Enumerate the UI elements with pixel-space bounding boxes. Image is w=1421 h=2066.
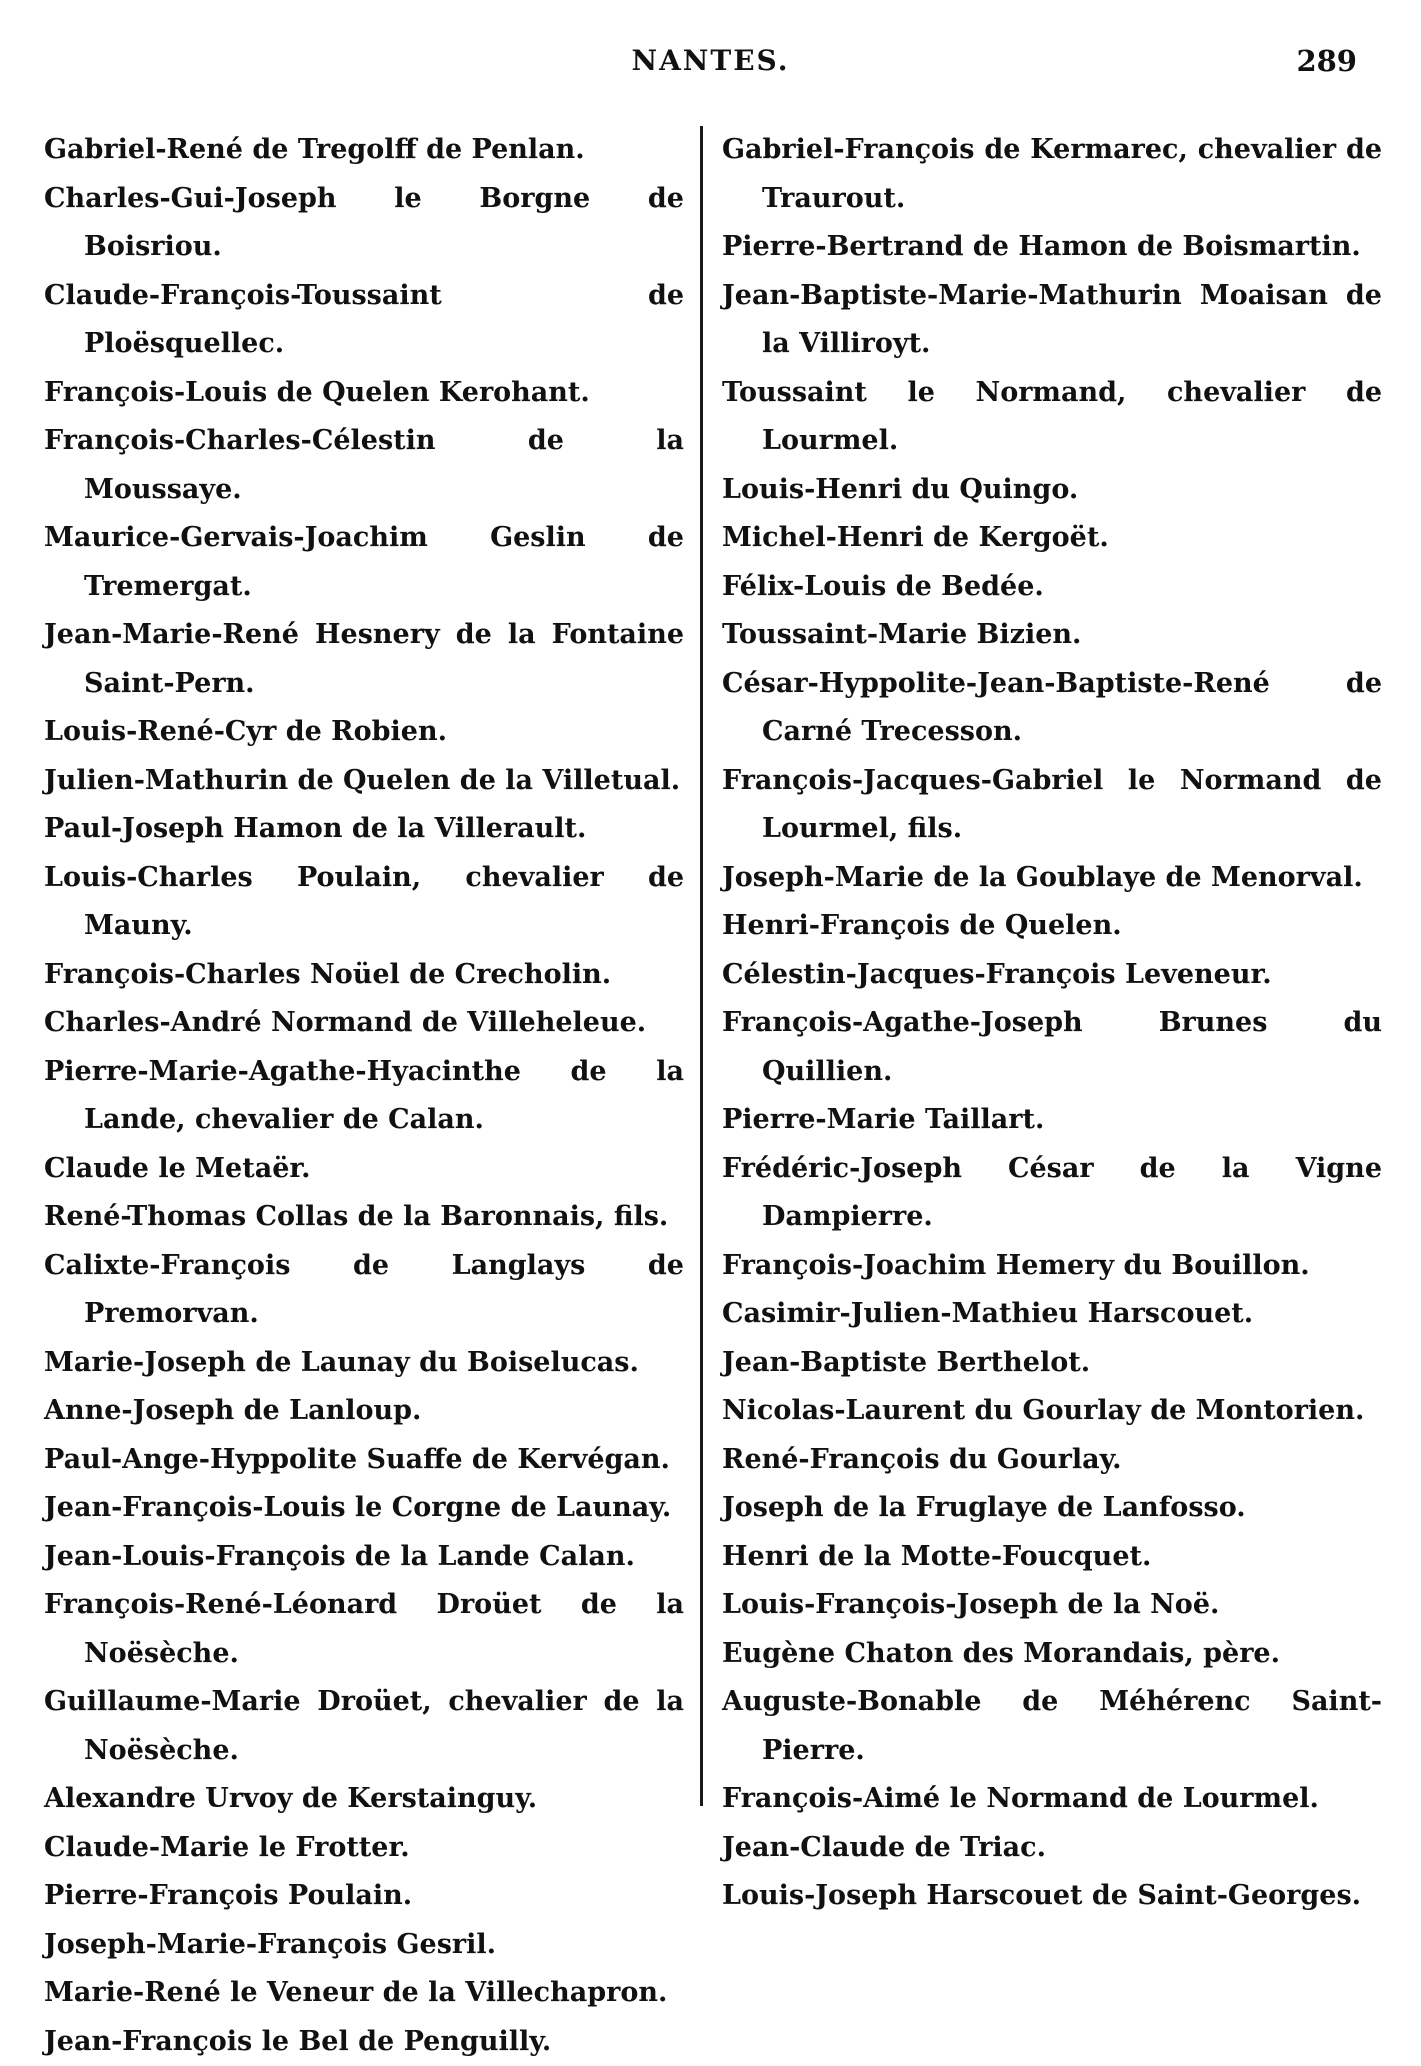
name-entry: Charles-Gui-Joseph le Borgne de Boisriou. — [44, 175, 684, 272]
name-entry: Félix-Louis de Bedée. — [722, 563, 1382, 612]
left-column — [44, 126, 684, 2066]
name-entry: Louis-Henri du Quingo. — [722, 466, 1382, 515]
name-entry: Louis-Joseph Harscouet de Saint-Georges. — [722, 1872, 1382, 1921]
name-entry: Gabriel-François de Kermarec, chevalier de Traurout. — [722, 126, 1382, 223]
name-entry: Calixte-François de Langlays de Premorvan. — [44, 1242, 684, 1339]
column-divider — [700, 126, 703, 1806]
name-entry: Claude le Metaër. — [44, 1145, 684, 1194]
name-entry: Pierre-Marie Taillart. — [722, 1096, 1382, 1145]
name-entry: Eugène Chaton des Morandais, père. — [722, 1630, 1382, 1679]
name-entry: Louis-François-Joseph de la Noë. — [722, 1581, 1382, 1630]
name-entry: Julien-Mathurin de Quelen de la Villetual. — [44, 757, 684, 806]
name-entry: François-Louis de Quelen Kerohant. — [44, 369, 684, 418]
name-entry: François-Jacques-Gabriel le Normand de Lourmel, fils. — [722, 757, 1382, 854]
name-entry: Jean-Baptiste-Marie-Mathurin Moaisan de la Villiroyt. — [722, 272, 1382, 369]
name-entry: Jean-Louis-François de la Lande Calan. — [44, 1533, 684, 1582]
name-entry: Jean-Claude de Triac. — [722, 1824, 1382, 1873]
name-entry: Frédéric-Joseph César de la Vigne Dampierre. — [722, 1145, 1382, 1242]
name-entry: René-Thomas Collas de la Baronnais, fils. — [44, 1193, 684, 1242]
name-entry: Pierre-Marie-Agathe-Hyacinthe de la Lande, chevalier de Calan. — [44, 1048, 684, 1145]
name-entry: Toussaint-Marie Bizien. — [722, 611, 1382, 660]
name-entry: François-Aimé le Normand de Lourmel. — [722, 1775, 1382, 1824]
name-entry: Claude-François-Toussaint de Ploësquellec. — [44, 272, 684, 369]
name-entry: François-Agathe-Joseph Brunes du Quillien. — [722, 999, 1382, 1096]
name-entry: Auguste-Bonable de Méhérenc Saint-Pierre. — [722, 1678, 1382, 1775]
name-entry: Guillaume-Marie Droüet, chevalier de la Noësèche. — [44, 1678, 684, 1775]
name-entry: Joseph-Marie-François Gesril. — [44, 1921, 684, 1970]
name-entry: Henri de la Motte-Foucquet. — [722, 1533, 1382, 1582]
running-title: NANTES. — [0, 44, 1421, 77]
name-entry: François-Joachim Hemery du Bouillon. — [722, 1242, 1382, 1291]
name-entry: César-Hyppolite-Jean-Baptiste-René de Carné Trecesson. — [722, 660, 1382, 757]
name-entry: Jean-François-Louis le Corgne de Launay. — [44, 1484, 684, 1533]
name-entry: François-René-Léonard Droüet de la Noësèche. — [44, 1581, 684, 1678]
name-entry: Marie-Joseph de Launay du Boiselucas. — [44, 1339, 684, 1388]
name-entry: Gabriel-René de Tregolff de Penlan. — [44, 126, 684, 175]
name-entry: Anne-Joseph de Lanloup. — [44, 1387, 684, 1436]
name-entry: Pierre-Bertrand de Hamon de Boismartin. — [722, 223, 1382, 272]
name-entry: François-Charles-Célestin de la Moussaye. — [44, 417, 684, 514]
name-entry: Claude-Marie le Frotter. — [44, 1824, 684, 1873]
name-entry: Jean-François le Bel de Penguilly. — [44, 2018, 684, 2066]
name-entry: Jean-Marie-René Hesnery de la Fontaine Saint-Pern. — [44, 611, 684, 708]
name-entry: Nicolas-Laurent du Gourlay de Montorien. — [722, 1387, 1382, 1436]
name-entry: Toussaint le Normand, chevalier de Lourmel. — [722, 369, 1382, 466]
name-entry: René-François du Gourlay. — [722, 1436, 1382, 1485]
name-entry: Alexandre Urvoy de Kerstainguy. — [44, 1775, 684, 1824]
name-entry: Paul-Joseph Hamon de la Villerault. — [44, 805, 684, 854]
name-entry: Henri-François de Quelen. — [722, 902, 1382, 951]
name-entry: Casimir-Julien-Mathieu Harscouet. — [722, 1290, 1382, 1339]
name-entry: Jean-Baptiste Berthelot. — [722, 1339, 1382, 1388]
name-entry: Célestin-Jacques-François Leveneur. — [722, 951, 1382, 1000]
name-entry: Louis-René-Cyr de Robien. — [44, 708, 684, 757]
name-entry: Charles-André Normand de Villeheleue. — [44, 999, 684, 1048]
name-entry: Joseph de la Fruglaye de Lanfosso. — [722, 1484, 1382, 1533]
page-header — [0, 36, 1421, 86]
name-entry: François-Charles Noüel de Crecholin. — [44, 951, 684, 1000]
name-entry: Joseph-Marie de la Goublaye de Menorval. — [722, 854, 1382, 903]
page-number: 289 — [1296, 44, 1357, 78]
name-entry: Marie-René le Veneur de la Villechapron. — [44, 1969, 684, 2018]
name-entry: Michel-Henri de Kergoët. — [722, 514, 1382, 563]
right-column — [722, 126, 1382, 1921]
name-entry: Maurice-Gervais-Joachim Geslin de Tremergat. — [44, 514, 684, 611]
name-entry: Paul-Ange-Hyppolite Suaffe de Kervégan. — [44, 1436, 684, 1485]
name-entry: Pierre-François Poulain. — [44, 1872, 684, 1921]
name-entry: Louis-Charles Poulain, chevalier de Mauny. — [44, 854, 684, 951]
